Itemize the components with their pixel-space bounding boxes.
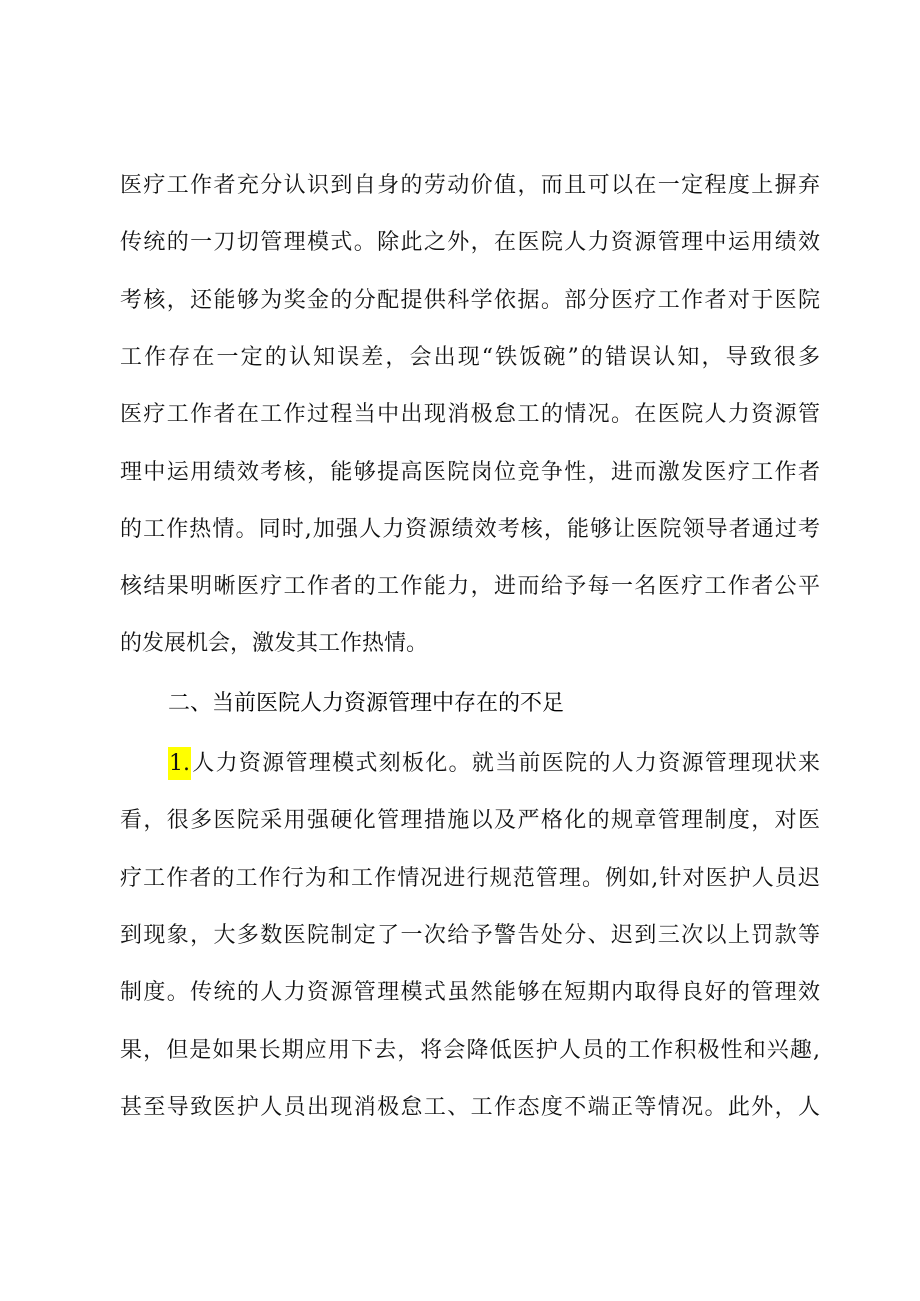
paragraph-2-line-4: 到现象，大多数医院制定了一次给予警告处分、迟到三次以上罚款等 (120, 923, 820, 948)
paragraph-1-line-6: 理中运用绩效考核，能够提高医院岗位竞争性，进而激发医疗工作者 (120, 460, 820, 485)
paragraph-2-line-7: 甚至导致医护人员出现消极怠工、工作态度不端正等情况。此外，人 (120, 1095, 820, 1120)
paragraph-2-line-5: 制度。传统的人力资源管理模式虽然能够在短期内取得良好的管理效 (120, 980, 820, 1005)
paragraph-2-line-3: 疗工作者的工作行为和工作情况进行规范管理。例如,针对医护人员迟 (120, 866, 820, 891)
paragraph-1-line-5: 医疗工作者在工作过程当中出现消极怠工的情况。在医院人力资源管 (120, 402, 820, 427)
paragraph-1-line-4: 工作存在一定的认知误差，会出现“铁饭碗”的错误认知，导致很多 (120, 345, 820, 370)
paragraph-2-line-2: 看，很多医院采用强硬化管理措施以及严格化的规章管理制度，对医 (120, 808, 820, 833)
paragraph-1-line-3: 考核，还能够为奖金的分配提供科学依据。部分医疗工作者对于医院 (120, 288, 820, 313)
paragraph-1-line-7: 的工作热情。同时,加强人力资源绩效考核，能够让医院领导者通过考 (120, 517, 820, 542)
paragraph-2-line-6: 果，但是如果长期应用下去，将会降低医护人员的工作积极性和兴趣, (120, 1038, 820, 1063)
paragraph-1-line-8: 核结果明晰医疗工作者的工作能力，进而给予每一名医疗工作者公平 (120, 574, 820, 599)
paragraph-2-line-1-text: 人力资源管理模式刻板化。就当前医院的人力资源管理现状来 (191, 751, 820, 776)
paragraph-1-line-2: 传统的一刀切管理模式。除此之外，在医院人力资源管理中运用绩效 (120, 230, 820, 255)
paragraph-1-line-9: 的发展机会，激发其工作热情。 (120, 631, 429, 656)
section-heading: 二、当前医院人力资源管理中存在的不足 (168, 691, 565, 716)
paragraph-1-line-1: 医疗工作者充分认识到自身的劳动价值，而且可以在一定程度上摒弃 (120, 173, 820, 198)
list-marker-highlight: 1. (168, 747, 191, 780)
paragraph-2-line-1 (168, 749, 820, 779)
